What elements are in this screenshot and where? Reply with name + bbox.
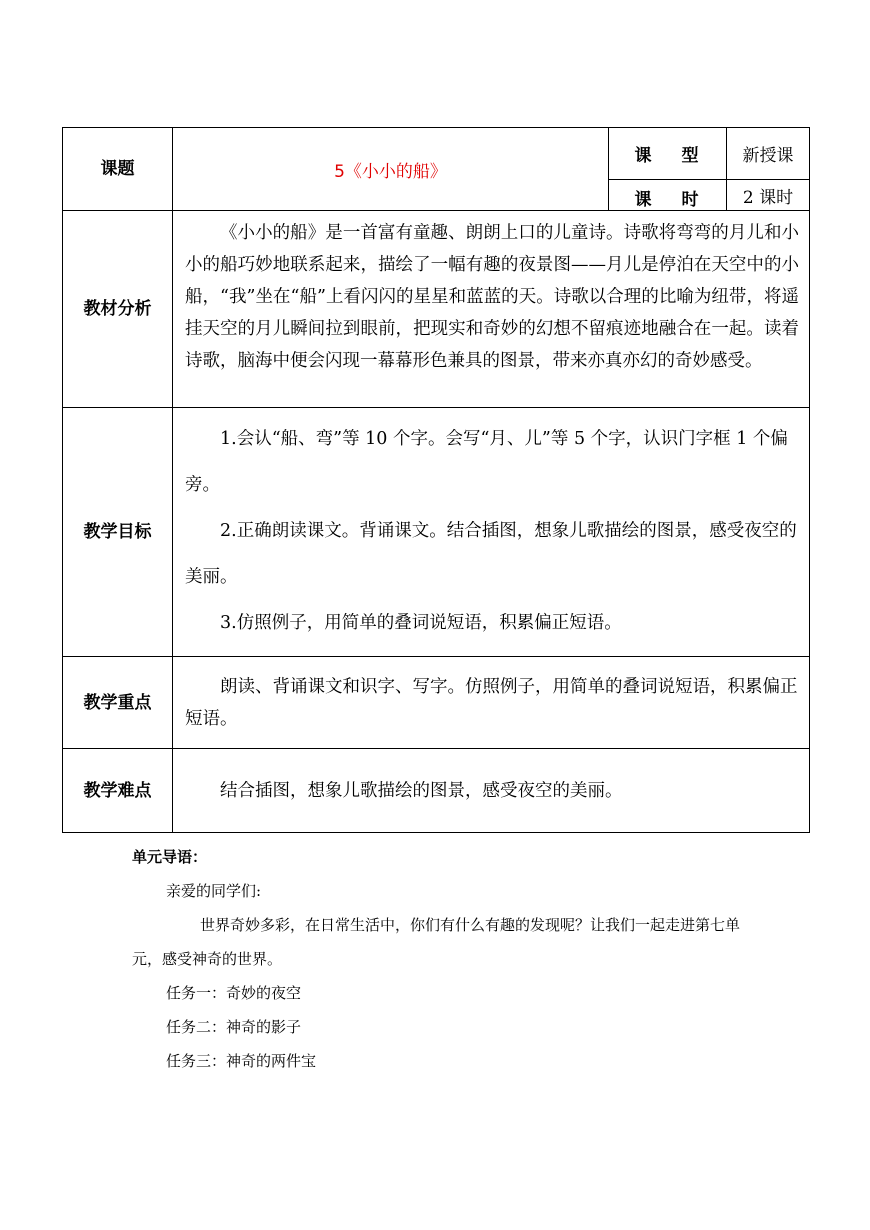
goal-item: 1.会认“船、弯”等 10 个字。会写“月、儿”等 5 个字，认识门字框 1 个偏旁。 xyxy=(185,429,788,495)
lesson-period-value: 2 课时 xyxy=(727,180,810,211)
goals-cell xyxy=(173,408,810,657)
unit-intro-heading: 单元导语： xyxy=(132,848,208,866)
lesson-title: 5《小小的船》 xyxy=(173,128,609,211)
key-points-cell xyxy=(173,657,810,749)
task-item: 任务二：神奇的影子 xyxy=(166,1018,302,1036)
key-points-label: 教学重点 xyxy=(63,657,173,749)
task-item: 任务一：奇妙的夜空 xyxy=(166,984,302,1002)
topic-label: 课题 xyxy=(63,128,173,211)
goal-item: 2.正确朗读课文。背诵课文。结合插图，想象儿歌描绘的图景，感受夜空的美丽。 xyxy=(185,521,797,587)
analysis-cell xyxy=(173,211,810,408)
lesson-type-label: 课 型 xyxy=(609,128,727,180)
difficulty-label: 教学难点 xyxy=(63,749,173,833)
analysis-text: 《小小的船》是一首富有童趣、朗朗上口的儿童诗。诗歌将弯弯的月儿和小小的船巧妙地联系起来，描绘了一幅有趣的夜景图——月儿是停泊在天空中的小船，“我”坐在“船”上看闪闪的星星和蓝蓝的天。诗歌以合理的比喻为纽带，将遥挂天空的月儿瞬间拉到眼前，把现实和奇妙的幻想不留痕迹地融合在一起。读着诗歌，脑海中便会闪现一幕幕形色兼具的图景，带来亦真亦幻的奇妙感受。 xyxy=(185,223,799,371)
goal-item: 3.仿照例子，用简单的叠词说短语，积累偏正短语。 xyxy=(220,613,622,633)
key-points-text: 朗读、背诵课文和识字、写字。仿照例子，用简单的叠词说短语，积累偏正短语。 xyxy=(185,676,798,729)
lesson-type-value: 新授课 xyxy=(727,128,810,180)
goals-label: 教学目标 xyxy=(63,408,173,657)
difficulty-cell xyxy=(173,749,810,833)
lesson-plan-table xyxy=(62,127,810,833)
difficulty-text: 结合插图，想象儿歌描绘的图景，感受夜空的美丽。 xyxy=(220,780,623,801)
unit-introduction xyxy=(132,840,772,1078)
analysis-label: 教材分析 xyxy=(63,211,173,408)
unit-intro-greeting: 亲爱的同学们: xyxy=(166,882,262,900)
unit-intro-paragraph: 世界奇妙多彩，在日常生活中，你们有什么有趣的发现呢？让我们一起走进第七单元，感受神奇的世界。 xyxy=(132,916,741,968)
task-item: 任务三：神奇的两件宝 xyxy=(166,1052,317,1070)
lesson-period-label: 课 时 xyxy=(609,180,727,211)
